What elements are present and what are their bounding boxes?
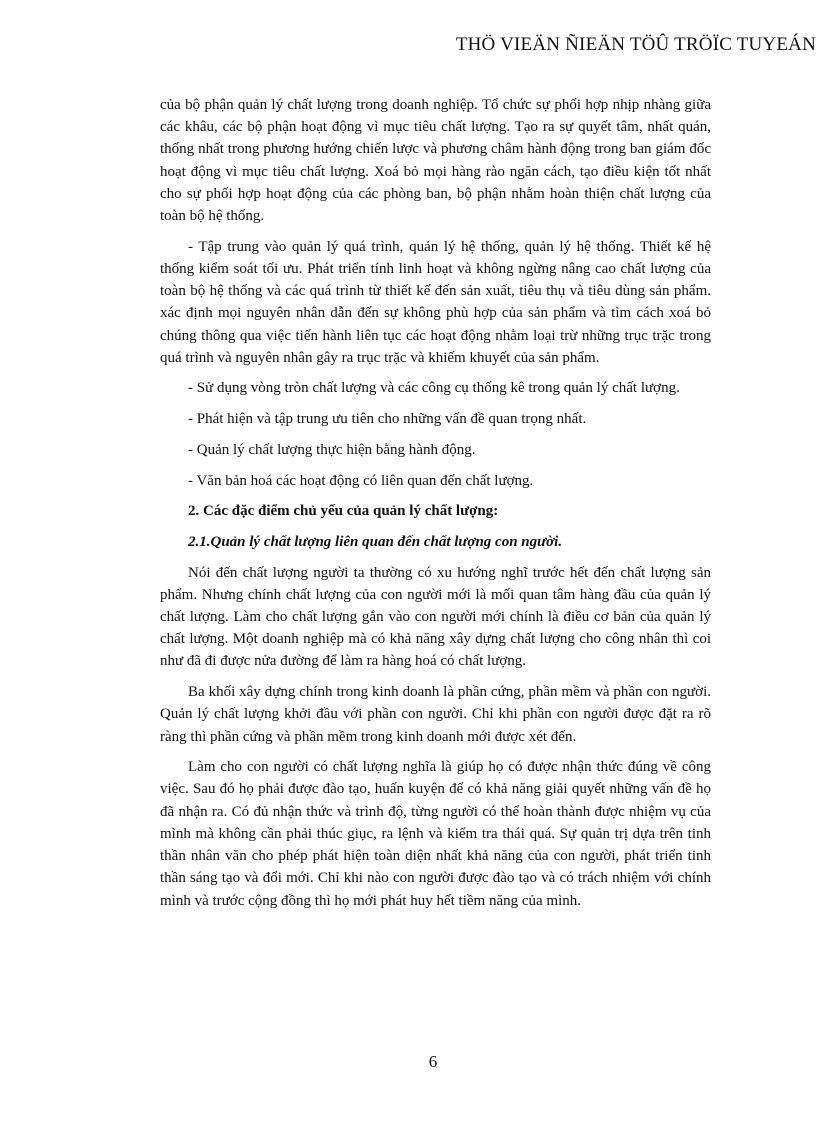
paragraph: - Quản lý chất lượng thực hiện bằng hành động.: [188, 441, 476, 458]
paragraph: của bộ phận quản lý chất lượng trong doanh nghiệp. Tổ chức sự phối hợp nhịp nhàng giữa các khâu, các bộ phận hoạt động vì mục tiêu chất lượng. Tạo ra sự quyết tâm, nhất quán, thống nhất trong phương hướng chiến lược và phương châm hành động trong ban giám đốc hoạt động vì mục tiêu chất lượng. Xoá bỏ mọi hàng rào ngăn cách, tạo điều kiện tốt nhất cho sự phối hợp hoạt động của các phòng ban, bộ phận nhằm hoàn thiện chất lượng của toàn bộ hệ thống.: [160, 97, 711, 225]
paragraph: - Sử dụng vòng tròn chất lượng và các công cụ thống kê trong quản lý chất lượng.: [188, 380, 680, 397]
page-number: 6: [428, 1052, 438, 1071]
paragraph: Làm cho con người có chất lượng nghĩa là giúp họ có được nhận thức đúng về công việc. Sau đó họ phải được đào tạo, huấn kuyện để có khả năng giải quyết những vấn đề họ đã nhận ra. Có đủ nhận thức và trình độ, từng người có thể hoàn thành được nhiệm vụ của mình mà không cần phải thúc giục, ra lệnh và kiểm tra thái quá. Sự quản trị dựa trên tinh thần nhân văn cho phép phát hiện toàn diện nhất khả năng của con người, phát triển tinh thần sáng tạo và đổi mới. Chỉ khi nào con người được đào tạo và có trách nhiệm với chính mình và trước cộng đồng thì họ mới phát huy hết tiềm năng của mình.: [160, 759, 711, 909]
paragraph: - Văn bản hoá các hoạt động có liên quan đến chất lượng.: [188, 472, 534, 489]
paragraph: Nói đến chất lượng người ta thường có xu hướng nghĩ trước hết đến chất lượng sản phẩm. Nhưng chính chất lượng của con người mới là mối quan tâm hàng đầu của quản lý chất lượng. Làm cho chất lượng gắn vào con người mới chính là điều cơ bản của quản lý chất lượng. Một doanh nghiệp mà có khả năng xây dựng chất lượng cho công nhân thì coi như đã đi được nửa đường để làm ra hàng hoá có chất lượng.: [160, 564, 711, 670]
paragraph: - Tập trung vào quản lý quá trình, quản lý hệ thống, quản lý hệ thống. Thiết kế hệ thống kiểm soát tối ưu. Phát triển tính linh hoạt và không ngừng nâng cao chất lượng của toàn bộ hệ thống và các quá trình từ thiết kế đến sản xuất, tiêu thụ và tiêu dùng sản phẩm. xác định mọi nguyên nhân dẫn đến sự không phù hợp của sản phẩm và tìm cách xoá bỏ chúng thông qua việc tiến hành liên tục các hoạt động nhằm loại trừ những trục trặc trong quá trình và nguyên nhân gây ra trục trặc và khiếm khuyết của sản phẩm.: [160, 238, 711, 366]
document-body: [160, 94, 711, 920]
paragraph: - Phát hiện và tập trung ưu tiên cho những vấn đề quan trọng nhất.: [188, 411, 587, 428]
section-heading: 2. Các đặc điểm chủ yếu của quản lý chất lượng:: [188, 503, 499, 520]
paragraph: Ba khối xây dựng chính trong kinh doanh là phần cứng, phần mềm và phần con người. Quản lý chất lượng khởi đầu với phần con người. Chỉ khi phần con người được đặt ra rõ ràng thì phần cứng và phần mềm trong kinh doanh mới được xét đến.: [160, 684, 711, 745]
subsection-heading: 2.1.Quản lý chất lượng liên quan đến chất lượng con người.: [188, 533, 563, 550]
page-header: THÖ VIEÄN ÑIEÄN TÖÛ TRÖÏC TUYEÁN: [455, 34, 816, 55]
